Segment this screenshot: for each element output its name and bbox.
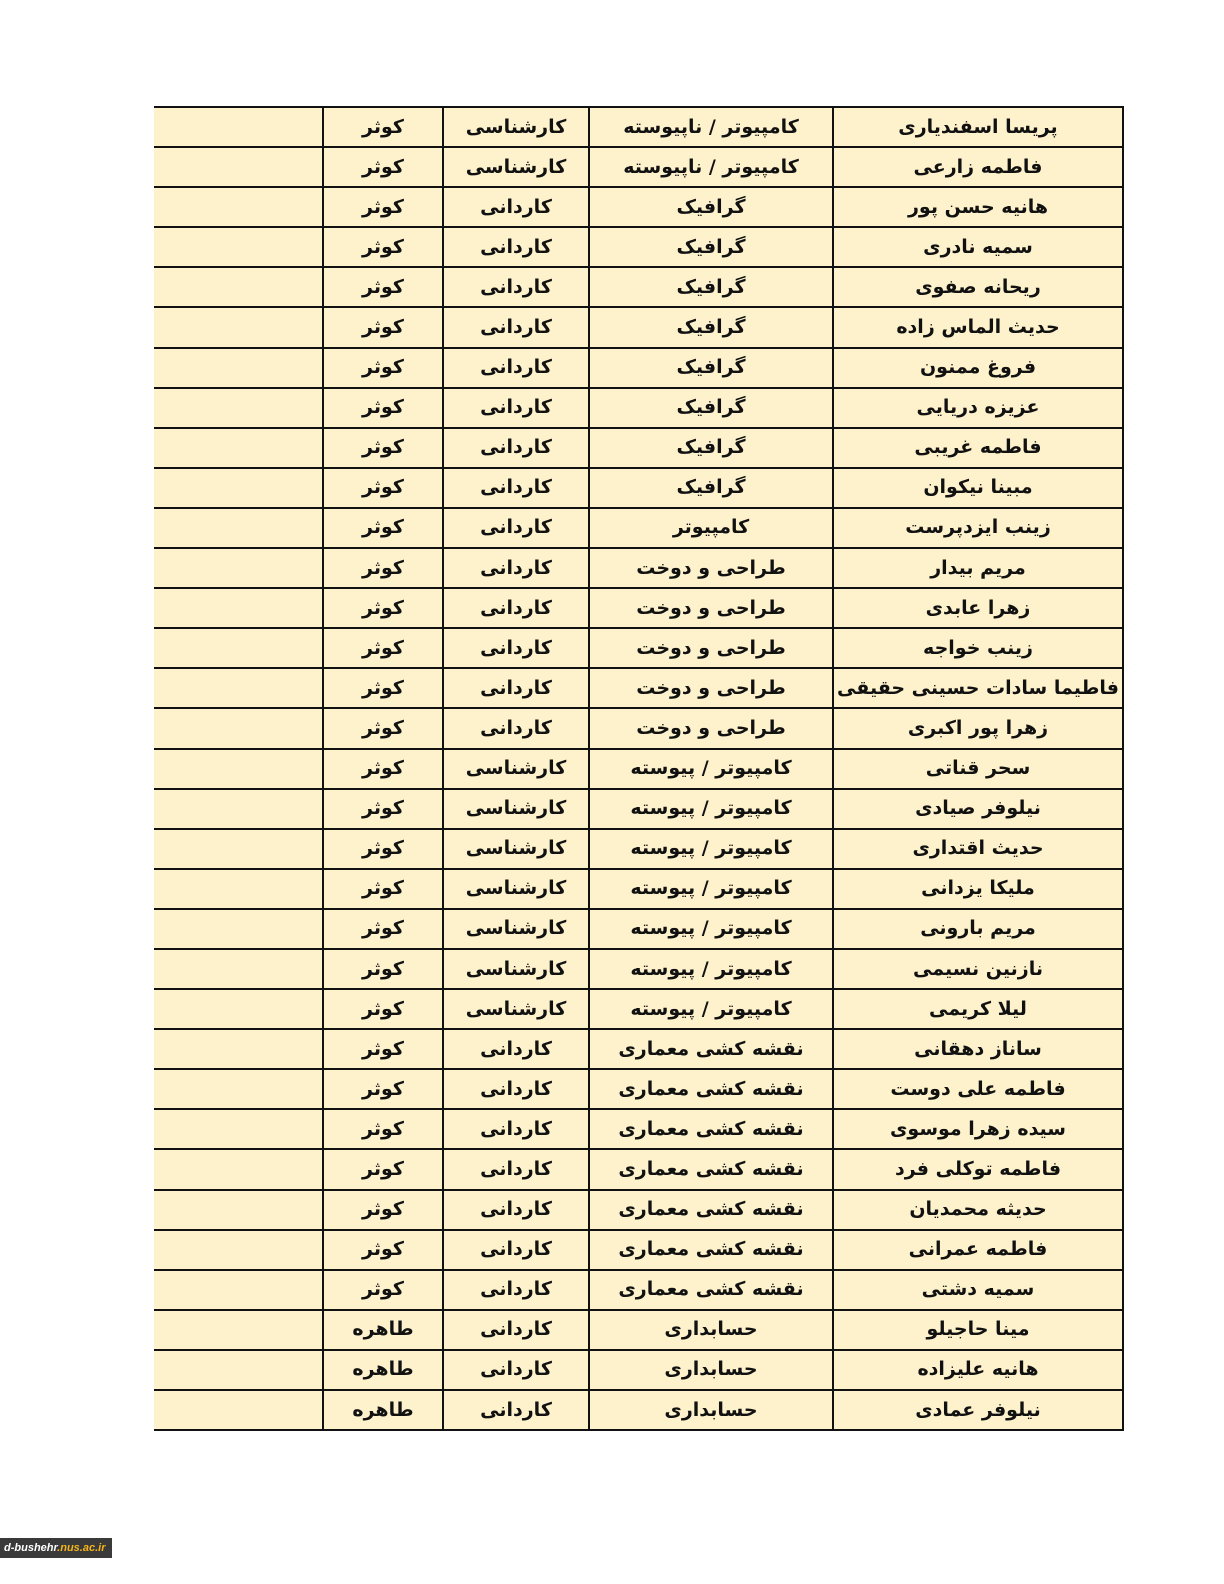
student-name-cell: زهرا عابدی: [833, 588, 1123, 628]
degree-cell: کاردانی: [443, 708, 589, 748]
branch-cell: کوثر: [323, 869, 443, 909]
major-cell: طراحی و دوخت: [589, 548, 833, 588]
table-row: [154, 949, 1123, 989]
student-name-cell: ریحانه صفوی: [833, 267, 1123, 307]
degree-cell: کاردانی: [443, 227, 589, 267]
table-row: [154, 1270, 1123, 1310]
table-row: [154, 708, 1123, 748]
branch-cell: کوثر: [323, 909, 443, 949]
degree-cell: کاردانی: [443, 1149, 589, 1189]
table-row: [154, 829, 1123, 869]
site-watermark: [0, 1538, 112, 1558]
student-name-cell: سمیه دشتی: [833, 1270, 1123, 1310]
degree-cell: کاردانی: [443, 1230, 589, 1270]
empty-cell: [154, 307, 323, 347]
degree-cell: کاردانی: [443, 508, 589, 548]
student-name-cell: فاطمه توکلی فرد: [833, 1149, 1123, 1189]
major-cell: نقشه کشی معماری: [589, 1029, 833, 1069]
major-cell: نقشه کشی معماری: [589, 1270, 833, 1310]
major-cell: کامپیوتر / پیوسته: [589, 749, 833, 789]
degree-cell: کاردانی: [443, 668, 589, 708]
branch-cell: کوثر: [323, 749, 443, 789]
table-row: [154, 1350, 1123, 1390]
empty-cell: [154, 1350, 323, 1390]
branch-cell: کوثر: [323, 107, 443, 147]
degree-cell: کارشناسی: [443, 749, 589, 789]
empty-cell: [154, 147, 323, 187]
major-cell: کامپیوتر / پیوسته: [589, 949, 833, 989]
table-row: [154, 869, 1123, 909]
student-name-cell: مبینا نیکوان: [833, 468, 1123, 508]
student-name-cell: نیلوفر عمادی: [833, 1390, 1123, 1430]
degree-cell: کاردانی: [443, 388, 589, 428]
students-table: [154, 106, 1124, 1431]
branch-cell: کوثر: [323, 428, 443, 468]
table-row: [154, 267, 1123, 307]
empty-cell: [154, 1029, 323, 1069]
empty-cell: [154, 1109, 323, 1149]
empty-cell: [154, 348, 323, 388]
branch-cell: طاهره: [323, 1310, 443, 1350]
table-row: [154, 1109, 1123, 1149]
table-row: [154, 909, 1123, 949]
branch-cell: طاهره: [323, 1390, 443, 1430]
student-name-cell: ساناز دهقانی: [833, 1029, 1123, 1069]
branch-cell: کوثر: [323, 989, 443, 1029]
branch-cell: طاهره: [323, 1350, 443, 1390]
major-cell: حسابداری: [589, 1350, 833, 1390]
table-row: [154, 1190, 1123, 1230]
table-row: [154, 1149, 1123, 1189]
major-cell: کامپیوتر: [589, 508, 833, 548]
branch-cell: کوثر: [323, 668, 443, 708]
empty-cell: [154, 1069, 323, 1109]
student-name-cell: فاطمه زارعی: [833, 147, 1123, 187]
major-cell: کامپیوتر / پیوسته: [589, 789, 833, 829]
students-table-body: [154, 107, 1123, 1430]
branch-cell: کوثر: [323, 789, 443, 829]
branch-cell: کوثر: [323, 307, 443, 347]
table-row: [154, 628, 1123, 668]
branch-cell: کوثر: [323, 1109, 443, 1149]
branch-cell: کوثر: [323, 628, 443, 668]
degree-cell: کاردانی: [443, 187, 589, 227]
major-cell: طراحی و دوخت: [589, 708, 833, 748]
major-cell: کامپیوتر / پیوسته: [589, 869, 833, 909]
empty-cell: [154, 588, 323, 628]
empty-cell: [154, 1390, 323, 1430]
student-name-cell: عزیزه دریایی: [833, 388, 1123, 428]
student-name-cell: فاطمه علی دوست: [833, 1069, 1123, 1109]
empty-cell: [154, 227, 323, 267]
student-name-cell: هانیه علیزاده: [833, 1350, 1123, 1390]
table-row: [154, 1029, 1123, 1069]
major-cell: حسابداری: [589, 1390, 833, 1430]
table-row: [154, 508, 1123, 548]
table-row: [154, 749, 1123, 789]
empty-cell: [154, 668, 323, 708]
degree-cell: کارشناسی: [443, 989, 589, 1029]
major-cell: گرافیک: [589, 307, 833, 347]
branch-cell: کوثر: [323, 388, 443, 428]
degree-cell: کارشناسی: [443, 829, 589, 869]
degree-cell: کارشناسی: [443, 949, 589, 989]
empty-cell: [154, 508, 323, 548]
degree-cell: کارشناسی: [443, 909, 589, 949]
student-name-cell: ملیکا یزدانی: [833, 869, 1123, 909]
table-row: [154, 789, 1123, 829]
empty-cell: [154, 789, 323, 829]
degree-cell: کاردانی: [443, 628, 589, 668]
major-cell: نقشه کشی معماری: [589, 1069, 833, 1109]
student-name-cell: زهرا پور اکبری: [833, 708, 1123, 748]
student-name-cell: فاطیما سادات حسینی حقیقی: [833, 668, 1123, 708]
table-row: [154, 307, 1123, 347]
empty-cell: [154, 428, 323, 468]
empty-cell: [154, 267, 323, 307]
empty-cell: [154, 468, 323, 508]
table-row: [154, 147, 1123, 187]
degree-cell: کاردانی: [443, 267, 589, 307]
degree-cell: کاردانی: [443, 1390, 589, 1430]
students-table-wrapper: [154, 106, 1119, 1431]
major-cell: گرافیک: [589, 428, 833, 468]
empty-cell: [154, 1270, 323, 1310]
branch-cell: کوثر: [323, 1029, 443, 1069]
student-name-cell: سمیه نادری: [833, 227, 1123, 267]
major-cell: کامپیوتر / پیوسته: [589, 909, 833, 949]
empty-cell: [154, 548, 323, 588]
degree-cell: کارشناسی: [443, 789, 589, 829]
empty-cell: [154, 187, 323, 227]
empty-cell: [154, 628, 323, 668]
watermark-prefix: d-bushehr: [4, 1542, 58, 1554]
degree-cell: کاردانی: [443, 1190, 589, 1230]
empty-cell: [154, 829, 323, 869]
empty-cell: [154, 388, 323, 428]
table-row: [154, 588, 1123, 628]
major-cell: گرافیک: [589, 468, 833, 508]
student-name-cell: سحر قناتی: [833, 749, 1123, 789]
branch-cell: کوثر: [323, 1270, 443, 1310]
degree-cell: کاردانی: [443, 1029, 589, 1069]
table-row: [154, 1390, 1123, 1430]
student-name-cell: حدیث اقتداری: [833, 829, 1123, 869]
major-cell: گرافیک: [589, 388, 833, 428]
branch-cell: کوثر: [323, 1190, 443, 1230]
empty-cell: [154, 1190, 323, 1230]
empty-cell: [154, 989, 323, 1029]
degree-cell: کاردانی: [443, 1350, 589, 1390]
branch-cell: کوثر: [323, 548, 443, 588]
student-name-cell: هانیه حسن پور: [833, 187, 1123, 227]
branch-cell: کوثر: [323, 468, 443, 508]
major-cell: نقشه کشی معماری: [589, 1149, 833, 1189]
table-row: [154, 227, 1123, 267]
degree-cell: کاردانی: [443, 1310, 589, 1350]
student-name-cell: سیده زهرا موسوی: [833, 1109, 1123, 1149]
table-row: [154, 107, 1123, 147]
branch-cell: کوثر: [323, 708, 443, 748]
empty-cell: [154, 949, 323, 989]
degree-cell: کاردانی: [443, 548, 589, 588]
student-name-cell: حدیثه محمدیان: [833, 1190, 1123, 1230]
major-cell: کامپیوتر / ناپیوسته: [589, 147, 833, 187]
branch-cell: کوثر: [323, 147, 443, 187]
empty-cell: [154, 1230, 323, 1270]
table-row: [154, 468, 1123, 508]
degree-cell: کاردانی: [443, 1109, 589, 1149]
student-name-cell: مینا حاجیلو: [833, 1310, 1123, 1350]
table-row: [154, 1310, 1123, 1350]
branch-cell: کوثر: [323, 508, 443, 548]
table-row: [154, 668, 1123, 708]
table-row: [154, 348, 1123, 388]
degree-cell: کاردانی: [443, 1069, 589, 1109]
table-row: [154, 388, 1123, 428]
empty-cell: [154, 869, 323, 909]
student-name-cell: زینب خواجه: [833, 628, 1123, 668]
degree-cell: کارشناسی: [443, 869, 589, 909]
student-name-cell: لیلا کریمی: [833, 989, 1123, 1029]
student-name-cell: نازنین نسیمی: [833, 949, 1123, 989]
student-name-cell: نیلوفر صیادی: [833, 789, 1123, 829]
major-cell: حسابداری: [589, 1310, 833, 1350]
degree-cell: کاردانی: [443, 588, 589, 628]
empty-cell: [154, 1310, 323, 1350]
student-name-cell: پریسا اسفندیاری: [833, 107, 1123, 147]
degree-cell: کاردانی: [443, 348, 589, 388]
student-name-cell: فروغ ممنون: [833, 348, 1123, 388]
major-cell: کامپیوتر / ناپیوسته: [589, 107, 833, 147]
branch-cell: کوثر: [323, 1230, 443, 1270]
table-row: [154, 428, 1123, 468]
major-cell: گرافیک: [589, 267, 833, 307]
degree-cell: کارشناسی: [443, 147, 589, 187]
branch-cell: کوثر: [323, 588, 443, 628]
major-cell: نقشه کشی معماری: [589, 1230, 833, 1270]
branch-cell: کوثر: [323, 949, 443, 989]
table-row: [154, 1069, 1123, 1109]
student-name-cell: حدیث الماس زاده: [833, 307, 1123, 347]
student-name-cell: زینب ایزدپرست: [833, 508, 1123, 548]
empty-cell: [154, 1149, 323, 1189]
branch-cell: کوثر: [323, 1149, 443, 1189]
degree-cell: کاردانی: [443, 468, 589, 508]
degree-cell: کاردانی: [443, 428, 589, 468]
branch-cell: کوثر: [323, 227, 443, 267]
degree-cell: کارشناسی: [443, 107, 589, 147]
major-cell: نقشه کشی معماری: [589, 1109, 833, 1149]
degree-cell: کاردانی: [443, 307, 589, 347]
branch-cell: کوثر: [323, 187, 443, 227]
student-name-cell: فاطمه عمرانی: [833, 1230, 1123, 1270]
branch-cell: کوثر: [323, 1069, 443, 1109]
major-cell: طراحی و دوخت: [589, 668, 833, 708]
empty-cell: [154, 708, 323, 748]
major-cell: طراحی و دوخت: [589, 588, 833, 628]
empty-cell: [154, 909, 323, 949]
branch-cell: کوثر: [323, 829, 443, 869]
student-name-cell: مریم بیدار: [833, 548, 1123, 588]
empty-cell: [154, 107, 323, 147]
major-cell: گرافیک: [589, 187, 833, 227]
table-row: [154, 989, 1123, 1029]
major-cell: نقشه کشی معماری: [589, 1190, 833, 1230]
table-row: [154, 548, 1123, 588]
major-cell: گرافیک: [589, 348, 833, 388]
branch-cell: کوثر: [323, 348, 443, 388]
major-cell: کامپیوتر / پیوسته: [589, 989, 833, 1029]
major-cell: کامپیوتر / پیوسته: [589, 829, 833, 869]
major-cell: طراحی و دوخت: [589, 628, 833, 668]
student-name-cell: فاطمه غریبی: [833, 428, 1123, 468]
student-name-cell: مریم بارونی: [833, 909, 1123, 949]
table-row: [154, 187, 1123, 227]
table-row: [154, 1230, 1123, 1270]
degree-cell: کاردانی: [443, 1270, 589, 1310]
watermark-suffix: .nus.ac.ir: [57, 1542, 106, 1554]
branch-cell: کوثر: [323, 267, 443, 307]
empty-cell: [154, 749, 323, 789]
major-cell: گرافیک: [589, 227, 833, 267]
